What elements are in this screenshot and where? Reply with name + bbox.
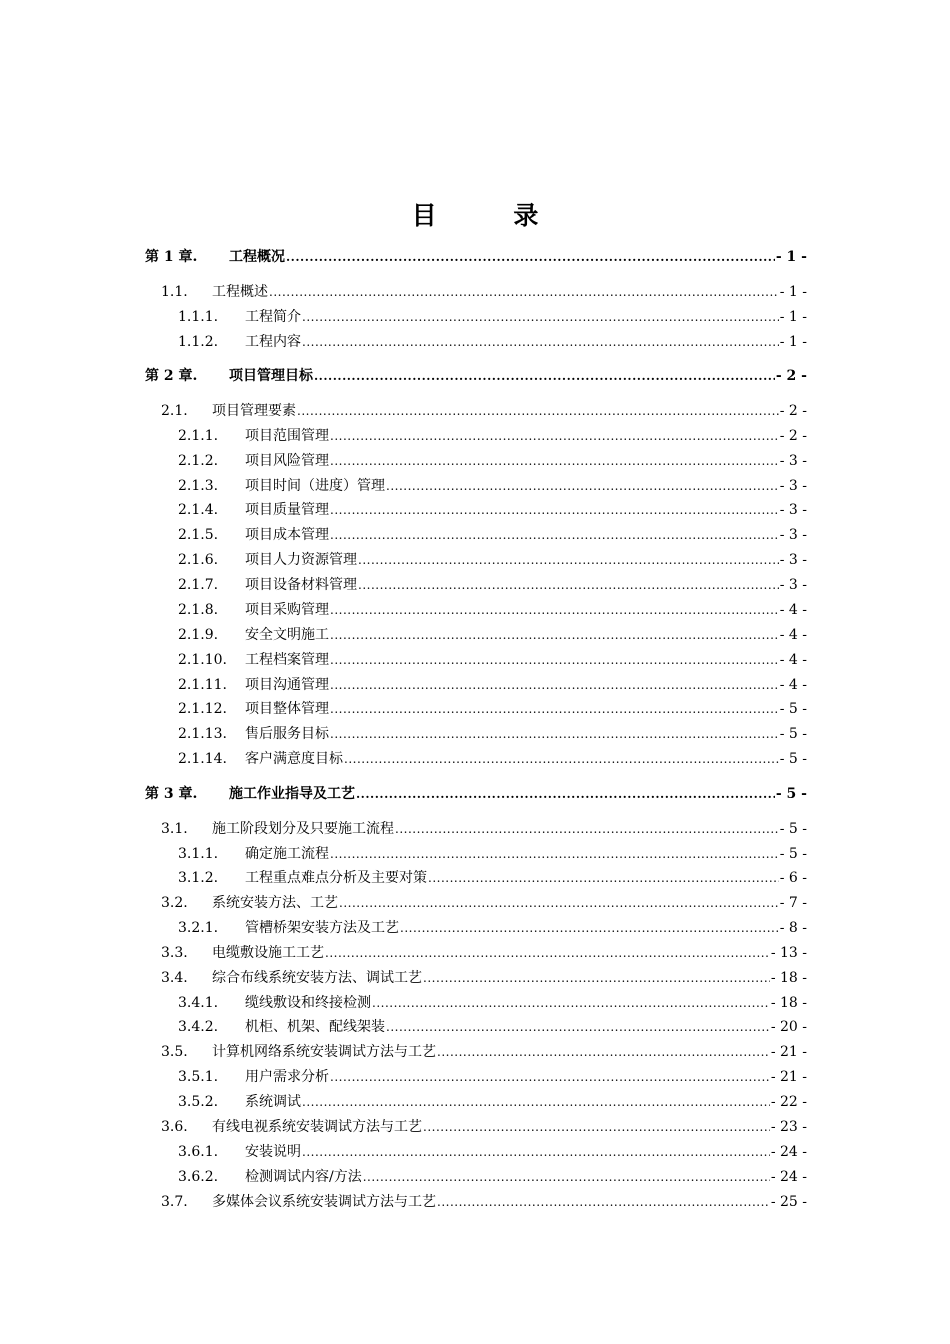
toc-entry-number: 3.7. [161,1194,188,1210]
toc-entry-title: 工程重点难点分析及主要对策 [245,870,427,886]
toc-entry-number: 2.1.14. [178,751,227,767]
toc-entry-page: - 18 - [770,995,807,1011]
toc-entry-number: 3.5.1. [178,1069,219,1085]
toc-entry-page: - 1 - [779,284,807,300]
toc-entry[interactable] [178,1068,807,1086]
toc-entry-number: 3.6.1. [178,1144,219,1160]
toc-entry-number: 3.4.1. [178,995,219,1011]
toc-entry[interactable] [145,785,807,803]
toc-entry-title: 项目时间（进度）管理 [245,478,385,494]
toc-entry[interactable] [178,750,807,768]
toc-entry[interactable] [161,820,807,838]
toc-entry-title: 多媒体会议系统安装调试方法与工艺 [212,1194,436,1210]
toc-dot-leader [437,1193,770,1211]
toc-entry-number: 3.4. [161,970,188,986]
toc-entry[interactable] [161,1193,807,1211]
toc-dot-leader [344,750,779,768]
toc-entry-title: 有线电视系统安装调试方法与工艺 [212,1119,422,1135]
toc-dot-leader [302,308,779,326]
toc-entry[interactable] [178,601,807,619]
toc-entry-title: 安全文明施工 [245,627,329,643]
toc-entry-page: - 6 - [779,870,807,886]
toc-dot-leader [372,994,770,1012]
toc-entry[interactable] [178,845,807,863]
toc-entry-page: - 5 - [775,786,807,802]
toc-dot-leader [395,820,779,838]
toc-entry-page: - 24 - [770,1169,807,1185]
toc-entry[interactable] [178,551,807,569]
toc-dot-leader [330,845,779,863]
toc-dot-leader [423,1118,770,1136]
toc-entry-page: - 5 - [779,751,807,767]
toc-entry[interactable] [145,248,807,266]
toc-entry-title: 综合布线系统安装方法、调试工艺 [212,970,422,986]
toc-entry-page: - 3 - [779,527,807,543]
toc-entry-number: 2.1.12. [178,701,227,717]
toc-entry[interactable] [145,367,807,385]
toc-dot-leader [330,700,779,718]
toc-entry-page: - 4 - [779,652,807,668]
toc-dot-leader [286,248,775,266]
toc-entry-title: 计算机网络系统安装调试方法与工艺 [212,1044,436,1060]
toc-entry[interactable] [161,1118,807,1136]
toc-entry-title: 项目采购管理 [245,602,329,618]
toc-entry-title: 项目范围管理 [245,428,329,444]
toc-dot-leader [358,576,779,594]
toc-entry-page: - 2 - [779,403,807,419]
toc-entry-page: - 20 - [770,1019,807,1035]
toc-entry[interactable] [178,501,807,519]
toc-entry-number: 第 1 章. [145,249,198,265]
toc-entry-number: 第 3 章. [145,786,198,802]
toc-entry-number: 2.1.2. [178,453,219,469]
toc-entry-title: 项目设备材料管理 [245,577,357,593]
toc-entry-page: - 13 - [770,945,807,961]
toc-entry-title: 机柜、机架、配线架装 [245,1019,385,1035]
toc-entry-title: 项目成本管理 [245,527,329,543]
toc-entry-title: 电缆敷设施工工艺 [212,945,324,961]
toc-entry-page: - 2 - [775,368,807,384]
toc-dot-leader [423,969,770,987]
toc-dot-leader [428,869,779,887]
toc-entry-page: - 8 - [779,920,807,936]
toc-entry-title: 客户满意度目标 [245,751,343,767]
toc-dot-leader [330,725,779,743]
toc-dot-leader [386,477,779,495]
toc-dot-leader [269,283,779,301]
toc-entry-number: 2.1.6. [178,552,219,568]
toc-entry[interactable] [178,919,807,937]
toc-dot-leader [330,651,779,669]
toc-entry[interactable] [178,452,807,470]
toc-entry-page: - 2 - [779,428,807,444]
toc-entry[interactable] [178,651,807,669]
toc-entry[interactable] [178,1093,807,1111]
toc-entry-page: - 1 - [779,334,807,350]
toc-entry-title: 缆线敷设和终接检测 [245,995,371,1011]
toc-dot-leader [339,894,779,912]
toc-entry[interactable] [178,427,807,445]
toc-entry-number: 3.2.1. [178,920,219,936]
toc-entry-number: 2.1.7. [178,577,219,593]
toc-entry-number: 2.1.3. [178,478,219,494]
toc-entry-page: - 1 - [779,309,807,325]
toc-dot-leader [297,402,779,420]
toc-entry-title: 确定施工流程 [245,846,329,862]
toc-entry-title: 工程档案管理 [245,652,329,668]
toc-entry-title: 检测调试内容/方法 [245,1169,362,1185]
toc-entry-title: 用户需求分析 [245,1069,329,1085]
toc-entry-title: 工程简介 [245,309,301,325]
toc-entry-title: 项目整体管理 [245,701,329,717]
toc-entry[interactable] [161,944,807,962]
toc-entry[interactable] [178,526,807,544]
toc-entry[interactable] [178,626,807,644]
toc-entry-page: - 5 - [779,846,807,862]
toc-entry[interactable] [178,576,807,594]
toc-entry-number: 2.1.11. [178,677,227,693]
toc-entry-number: 2.1.5. [178,527,219,543]
toc-dot-leader [330,626,779,644]
toc-entry-title: 工程概述 [212,284,268,300]
toc-entry[interactable] [161,1043,807,1061]
toc-entry-title: 管槽桥架安装方法及工艺 [245,920,399,936]
toc-dot-leader [314,367,775,385]
toc-dot-leader [330,601,779,619]
toc-entry[interactable] [178,333,807,351]
toc-entry-page: - 4 - [779,627,807,643]
toc-entry-number: 1.1. [161,284,188,300]
toc-entry-title: 项目沟通管理 [245,677,329,693]
toc-entry[interactable] [161,402,807,420]
toc-entry-page: - 24 - [770,1144,807,1160]
toc-dot-leader [358,551,779,569]
toc-entry-number: 2.1.13. [178,726,227,742]
toc-entry[interactable] [178,477,807,495]
toc-dot-leader [302,1143,770,1161]
toc-entry[interactable] [161,283,807,301]
toc-dot-leader [302,1093,770,1111]
toc-entry-title: 工程内容 [245,334,301,350]
toc-entry-page: - 21 - [770,1044,807,1060]
toc-entry[interactable] [178,308,807,326]
toc-entry-title: 系统调试 [245,1094,301,1110]
toc-entry-number: 3.1.2. [178,870,219,886]
toc-entry-title: 施工阶段划分及只要施工流程 [212,821,394,837]
toc-entry-number: 3.3. [161,945,188,961]
toc-entry-number: 2.1.1. [178,428,219,444]
toc-entry-number: 3.5. [161,1044,188,1060]
toc-title: 目 录 [411,201,573,230]
toc-entry-title: 项目人力资源管理 [245,552,357,568]
toc-entry-page: - 4 - [779,602,807,618]
toc-entry-page: - 3 - [779,577,807,593]
toc-dot-leader [330,427,779,445]
toc-entry-title: 工程概况 [229,249,285,265]
toc-entry-page: - 1 - [775,249,807,265]
toc-dot-leader [330,526,779,544]
toc-entry-number: 3.6.2. [178,1169,219,1185]
toc-dot-leader [330,452,779,470]
toc-entry-title: 安装说明 [245,1144,301,1160]
toc-dot-leader [330,1068,770,1086]
toc-entry-number: 2.1.4. [178,502,219,518]
toc-entry-number: 第 2 章. [145,368,198,384]
toc-entry[interactable] [178,725,807,743]
toc-entry[interactable] [178,676,807,694]
toc-entry[interactable] [178,700,807,718]
toc-entry-number: 3.4.2. [178,1019,219,1035]
toc-entry-page: - 7 - [779,895,807,911]
toc-entry-number: 3.1.1. [178,846,219,862]
toc-dot-leader [386,1018,770,1036]
toc-entry-title: 项目质量管理 [245,502,329,518]
toc-entry-page: - 23 - [770,1119,807,1135]
toc-entry-title: 施工作业指导及工艺 [229,786,355,802]
toc-entry-number: 2.1. [161,403,188,419]
toc-entry-number: 3.2. [161,895,188,911]
toc-entry-page: - 5 - [779,726,807,742]
toc-dot-leader [302,333,779,351]
toc-entry-number: 3.6. [161,1119,188,1135]
toc-entry[interactable] [178,994,807,1012]
toc-dot-leader [400,919,779,937]
toc-entry-page: - 21 - [770,1069,807,1085]
toc-entry[interactable] [178,1143,807,1161]
toc-entry[interactable] [161,969,807,987]
toc-entry-title: 售后服务目标 [245,726,329,742]
toc-entry[interactable] [178,869,807,887]
toc-dot-leader [363,1168,770,1186]
toc-entry-number: 1.1.1. [178,309,219,325]
toc-entry-page: - 22 - [770,1094,807,1110]
toc-entry-page: - 5 - [779,821,807,837]
toc-entry-page: - 25 - [770,1194,807,1210]
toc-entry-page: - 3 - [779,478,807,494]
toc-entry-number: 2.1.8. [178,602,219,618]
toc-entry-page: - 4 - [779,677,807,693]
toc-entry-number: 3.1. [161,821,188,837]
toc-entry-page: - 3 - [779,502,807,518]
toc-entry-page: - 5 - [779,701,807,717]
toc-dot-leader [330,501,779,519]
toc-dot-leader [356,785,775,803]
toc-entry-title: 项目管理目标 [229,368,313,384]
toc-entry-page: - 3 - [779,552,807,568]
toc-entry-number: 2.1.9. [178,627,219,643]
toc-dot-leader [330,676,779,694]
toc-entry[interactable] [178,1168,807,1186]
toc-dot-leader [437,1043,770,1061]
toc-entry-title: 系统安装方法、工艺 [212,895,338,911]
toc-entry-page: - 3 - [779,453,807,469]
toc-entry-title: 项目管理要素 [212,403,296,419]
toc-entry[interactable] [161,894,807,912]
toc-entry-number: 1.1.2. [178,334,219,350]
toc-dot-leader [325,944,770,962]
toc-entry-number: 3.5.2. [178,1094,219,1110]
toc-entry-number: 2.1.10. [178,652,227,668]
toc-entry-title: 项目风险管理 [245,453,329,469]
toc-entry-page: - 18 - [770,970,807,986]
toc-entry[interactable] [178,1018,807,1036]
